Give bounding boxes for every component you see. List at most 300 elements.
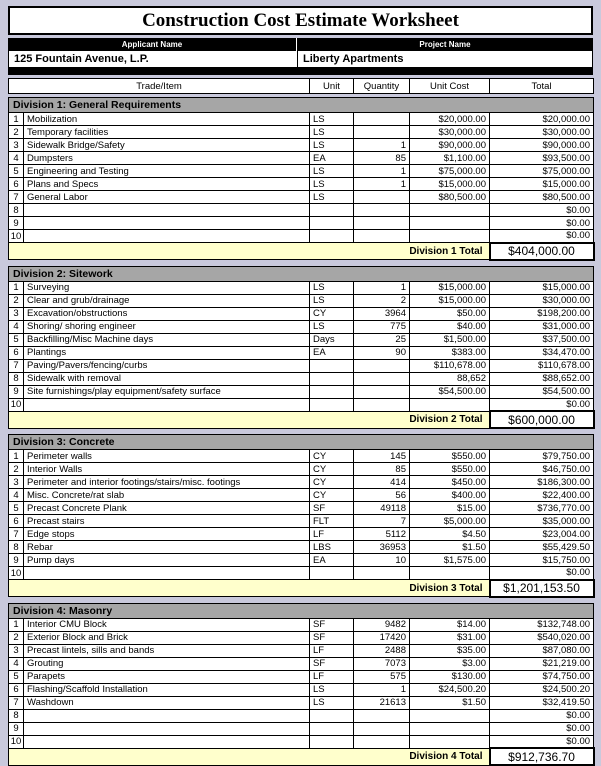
quantity-cell: 17420 [354,631,410,644]
row-number-cell: 9 [9,722,24,735]
quantity-cell [354,230,410,243]
estimate-row [9,450,594,463]
trade-item-cell [24,398,310,411]
quantity-cell: 9482 [354,618,410,631]
quantity-cell: 1 [354,139,410,152]
estimate-row [9,385,594,398]
trade-item-cell: Parapets [24,670,310,683]
row-number-cell: 1 [9,113,24,126]
division-header-label: Division 3: Concrete [9,435,594,450]
row-number-cell: 10 [9,735,24,748]
col-header-quantity: Quantity [354,79,410,94]
column-header-table [8,78,594,94]
row-number-cell: 1 [9,281,24,294]
quantity-cell: 5112 [354,528,410,541]
quantity-cell: 575 [354,670,410,683]
trade-item-cell: Mobilization [24,113,310,126]
estimate-row [9,631,594,644]
estimate-row [9,709,594,722]
division-total-label: Division 1 Total [9,243,490,260]
quantity-cell [354,191,410,204]
trade-item-cell [24,722,310,735]
trade-item-cell: Precast Concrete Plank [24,502,310,515]
unit-cost-cell [410,230,490,243]
quantity-cell: 56 [354,489,410,502]
estimate-row [9,644,594,657]
quantity-cell [354,735,410,748]
estimate-row [9,204,594,217]
trade-item-cell: Misc. Concrete/rat slab [24,489,310,502]
unit-cell: LS [310,696,354,709]
unit-cost-cell: $3.00 [410,657,490,670]
unit-cost-cell [410,709,490,722]
total-cell: $32,419.50 [490,696,594,709]
quantity-cell: 145 [354,450,410,463]
unit-cell: CY [310,463,354,476]
trade-item-cell: Precast stairs [24,515,310,528]
estimate-row [9,696,594,709]
total-cell: $0.00 [490,735,594,748]
total-cell: $110,678.00 [490,359,594,372]
total-cell: $15,000.00 [490,281,594,294]
row-number-cell: 9 [9,385,24,398]
row-number-cell: 4 [9,152,24,165]
unit-cost-cell [410,398,490,411]
trade-item-cell: Pump days [24,554,310,567]
quantity-cell: 7073 [354,657,410,670]
estimate-row [9,333,594,346]
division-total-label: Division 4 Total [9,748,490,765]
total-cell: $198,200.00 [490,307,594,320]
unit-cell: LS [310,320,354,333]
total-cell: $540,020.00 [490,631,594,644]
estimate-row [9,657,594,670]
unit-cost-cell: $4.50 [410,528,490,541]
total-cell: $79,750.00 [490,450,594,463]
total-cell: $186,300.00 [490,476,594,489]
unit-cell [310,567,354,580]
quantity-cell [354,722,410,735]
total-cell: $55,429.50 [490,541,594,554]
unit-cost-cell: $54,500.00 [410,385,490,398]
col-header-unit-cost: Unit Cost [410,79,490,94]
unit-cell: EA [310,152,354,165]
unit-cost-cell: $14.00 [410,618,490,631]
trade-item-cell: General Labor [24,191,310,204]
total-cell: $20,000.00 [490,113,594,126]
total-cell: $22,400.00 [490,489,594,502]
unit-cost-cell [410,204,490,217]
row-number-cell: 9 [9,554,24,567]
estimate-row [9,152,594,165]
total-cell: $93,500.00 [490,152,594,165]
estimate-row [9,670,594,683]
row-number-cell: 8 [9,709,24,722]
quantity-cell: 2 [354,294,410,307]
division-header [9,435,594,450]
trade-item-cell: Sidewalk with removal [24,372,310,385]
row-number-cell: 10 [9,398,24,411]
trade-item-cell: Flashing/Scaffold Installation [24,683,310,696]
col-header-trade-item: Trade/Item [9,79,310,94]
unit-cell [310,398,354,411]
row-number-cell: 3 [9,139,24,152]
row-number-cell: 10 [9,567,24,580]
total-cell: $24,500.20 [490,683,594,696]
total-cell: $23,004.00 [490,528,594,541]
total-cell: $0.00 [490,709,594,722]
unit-cost-cell: $24,500.20 [410,683,490,696]
name-value-row [8,51,593,68]
trade-item-cell [24,709,310,722]
row-number-cell: 7 [9,528,24,541]
page-title: Construction Cost Estimate Worksheet [8,6,593,35]
trade-item-cell: Interior CMU Block [24,618,310,631]
quantity-cell [354,126,410,139]
division-total-label: Division 2 Total [9,411,490,428]
trade-item-cell: Interior Walls [24,463,310,476]
quantity-cell [354,113,410,126]
unit-cell: EA [310,554,354,567]
division-header-label: Division 2: Sitework [9,266,594,281]
total-cell: $15,000.00 [490,178,594,191]
division-total-row [9,580,594,597]
unit-cell: Days [310,333,354,346]
total-cell: $30,000.00 [490,126,594,139]
name-label-band [8,38,593,51]
estimate-row [9,398,594,411]
quantity-cell: 1 [354,178,410,191]
unit-cell [310,372,354,385]
unit-cost-cell: $450.00 [410,476,490,489]
estimate-row [9,618,594,631]
trade-item-cell [24,735,310,748]
quantity-cell: 775 [354,320,410,333]
estimate-row [9,126,594,139]
row-number-cell: 10 [9,230,24,243]
project-name-label: Project Name [297,38,593,51]
unit-cost-cell [410,722,490,735]
trade-item-cell: Perimeter walls [24,450,310,463]
total-cell: $37,500.00 [490,333,594,346]
estimate-row [9,476,594,489]
row-number-cell: 6 [9,346,24,359]
trade-item-cell [24,204,310,217]
division-header [9,603,594,618]
total-cell: $88,652.00 [490,372,594,385]
estimate-row [9,372,594,385]
unit-cost-cell: $20,000.00 [410,113,490,126]
unit-cell: LF [310,528,354,541]
estimate-row [9,281,594,294]
total-cell: $736,770.00 [490,502,594,515]
total-cell: $74,750.00 [490,670,594,683]
unit-cost-cell: 88,652 [410,372,490,385]
trade-item-cell: Backfilling/Misc Machine days [24,333,310,346]
unit-cell: CY [310,307,354,320]
quantity-cell: 85 [354,463,410,476]
unit-cell [310,204,354,217]
row-number-cell: 8 [9,541,24,554]
division-table [8,97,595,261]
row-number-cell: 5 [9,333,24,346]
unit-cost-cell: $110,678.00 [410,359,490,372]
trade-item-cell: Site furnishings/play equipment/safety surface [24,385,310,398]
unit-cost-cell: $15,000.00 [410,178,490,191]
total-cell: $0.00 [490,217,594,230]
total-cell: $0.00 [490,204,594,217]
unit-cell: LS [310,113,354,126]
unit-cell: LBS [310,541,354,554]
unit-cell [310,359,354,372]
trade-item-cell: Precast lintels, sills and bands [24,644,310,657]
unit-cost-cell: $30,000.00 [410,126,490,139]
unit-cost-cell: $130.00 [410,670,490,683]
quantity-cell [354,359,410,372]
row-number-cell: 2 [9,126,24,139]
row-number-cell: 1 [9,618,24,631]
division-total-value: $600,000.00 [490,411,594,428]
total-cell: $132,748.00 [490,618,594,631]
quantity-cell [354,567,410,580]
quantity-cell [354,372,410,385]
unit-cell: LS [310,191,354,204]
total-cell: $54,500.00 [490,385,594,398]
trade-item-cell [24,217,310,230]
estimate-row [9,463,594,476]
estimate-row [9,735,594,748]
quantity-cell: 90 [354,346,410,359]
quantity-cell: 1 [354,165,410,178]
separator-bar [8,68,593,75]
unit-cost-cell [410,567,490,580]
unit-cell: LS [310,126,354,139]
row-number-cell: 7 [9,696,24,709]
division-total-row [9,243,594,260]
quantity-cell: 1 [354,281,410,294]
estimate-row [9,502,594,515]
trade-item-cell: Surveying [24,281,310,294]
row-number-cell: 5 [9,165,24,178]
unit-cost-cell: $5,000.00 [410,515,490,528]
trade-item-cell: Dumpsters [24,152,310,165]
row-number-cell: 8 [9,372,24,385]
unit-cell: LS [310,683,354,696]
quantity-cell [354,204,410,217]
quantity-cell: 36953 [354,541,410,554]
column-header-row [9,79,594,94]
total-cell: $87,080.00 [490,644,594,657]
estimate-row [9,139,594,152]
quantity-cell [354,385,410,398]
unit-cell: LS [310,281,354,294]
total-cell: $0.00 [490,722,594,735]
unit-cell: SF [310,502,354,515]
unit-cost-cell: $40.00 [410,320,490,333]
division-total-row [9,411,594,428]
total-cell: $80,500.00 [490,191,594,204]
division-header [9,266,594,281]
unit-cell [310,709,354,722]
trade-item-cell: Shoring/ shoring engineer [24,320,310,333]
unit-cell: EA [310,346,354,359]
unit-cell: LS [310,178,354,191]
estimate-row [9,113,594,126]
estimate-row [9,178,594,191]
quantity-cell [354,217,410,230]
unit-cell [310,385,354,398]
estimate-row [9,307,594,320]
total-cell: $90,000.00 [490,139,594,152]
division-header-label: Division 1: General Requirements [9,98,594,113]
estimate-row [9,528,594,541]
unit-cost-cell: $90,000.00 [410,139,490,152]
unit-cell: CY [310,450,354,463]
division-total-value: $912,736.70 [490,748,594,765]
trade-item-cell: Paving/Pavers/fencing/curbs [24,359,310,372]
unit-cell: LF [310,644,354,657]
trade-item-cell: Plans and Specs [24,178,310,191]
trade-item-cell: Excavation/obstructions [24,307,310,320]
quantity-cell: 3964 [354,307,410,320]
estimate-row [9,165,594,178]
quantity-cell: 85 [354,152,410,165]
row-number-cell: 6 [9,683,24,696]
trade-item-cell: Sidewalk Bridge/Safety [24,139,310,152]
division-header [9,98,594,113]
estimate-row [9,346,594,359]
division-total-value: $1,201,153.50 [490,580,594,597]
unit-cost-cell: $550.00 [410,463,490,476]
row-number-cell: 5 [9,502,24,515]
trade-item-cell: Exterior Block and Brick [24,631,310,644]
applicant-name-label: Applicant Name [8,38,297,51]
unit-cell: LS [310,165,354,178]
unit-cost-cell: $15,000.00 [410,294,490,307]
estimate-row [9,722,594,735]
quantity-cell [354,398,410,411]
trade-item-cell: Perimeter and interior footings/stairs/misc. footings [24,476,310,489]
total-cell: $21,219.00 [490,657,594,670]
unit-cell: LF [310,670,354,683]
estimate-row [9,541,594,554]
trade-item-cell: Temporary facilities [24,126,310,139]
project-name-value: Liberty Apartments [298,51,592,67]
quantity-cell: 414 [354,476,410,489]
estimate-row [9,554,594,567]
unit-cost-cell: $1,575.00 [410,554,490,567]
unit-cost-cell: $550.00 [410,450,490,463]
total-cell: $34,470.00 [490,346,594,359]
quantity-cell: 1 [354,683,410,696]
total-cell: $15,750.00 [490,554,594,567]
total-cell: $35,000.00 [490,515,594,528]
unit-cell: CY [310,489,354,502]
quantity-cell: 2488 [354,644,410,657]
estimate-row [9,515,594,528]
trade-item-cell: Plantings [24,346,310,359]
applicant-name-value: 125 Fountain Avenue, L.P. [9,51,298,67]
row-number-cell: 2 [9,463,24,476]
division-total-label: Division 3 Total [9,580,490,597]
unit-cell: SF [310,631,354,644]
trade-item-cell [24,230,310,243]
division-total-value: $404,000.00 [490,243,594,260]
quantity-cell: 7 [354,515,410,528]
total-cell: $46,750.00 [490,463,594,476]
quantity-cell: 49118 [354,502,410,515]
quantity-cell: 25 [354,333,410,346]
row-number-cell: 2 [9,294,24,307]
unit-cost-cell: $1.50 [410,696,490,709]
row-number-cell: 7 [9,359,24,372]
estimate-row [9,230,594,243]
estimate-row [9,217,594,230]
estimate-row [9,320,594,333]
unit-cell [310,722,354,735]
division-table [8,266,595,430]
total-cell: $0.00 [490,230,594,243]
trade-item-cell: Washdown [24,696,310,709]
unit-cell: LS [310,139,354,152]
row-number-cell: 2 [9,631,24,644]
trade-item-cell [24,567,310,580]
estimate-row [9,294,594,307]
estimate-row [9,191,594,204]
trade-item-cell: Grouting [24,657,310,670]
col-header-total: Total [490,79,594,94]
unit-cost-cell: $35.00 [410,644,490,657]
division-table [8,603,595,766]
row-number-cell: 5 [9,670,24,683]
unit-cell [310,217,354,230]
quantity-cell [354,709,410,722]
total-cell: $75,000.00 [490,165,594,178]
total-cell: $31,000.00 [490,320,594,333]
estimate-row [9,359,594,372]
row-number-cell: 7 [9,191,24,204]
unit-cost-cell: $400.00 [410,489,490,502]
total-cell: $0.00 [490,398,594,411]
estimate-row [9,567,594,580]
row-number-cell: 4 [9,320,24,333]
quantity-cell: 10 [354,554,410,567]
unit-cell: SF [310,657,354,670]
row-number-cell: 3 [9,307,24,320]
unit-cell: CY [310,476,354,489]
unit-cost-cell: $15.00 [410,502,490,515]
unit-cost-cell: $1,100.00 [410,152,490,165]
row-number-cell: 6 [9,178,24,191]
division-total-row [9,748,594,765]
estimate-row [9,489,594,502]
row-number-cell: 6 [9,515,24,528]
trade-item-cell: Clear and grub/drainage [24,294,310,307]
division-table [8,434,595,598]
unit-cost-cell [410,735,490,748]
row-number-cell: 4 [9,489,24,502]
col-header-unit: Unit [310,79,354,94]
trade-item-cell: Rebar [24,541,310,554]
row-number-cell: 3 [9,476,24,489]
row-number-cell: 3 [9,644,24,657]
unit-cell: SF [310,618,354,631]
quantity-cell: 21613 [354,696,410,709]
total-cell: $0.00 [490,567,594,580]
unit-cell: LS [310,294,354,307]
row-number-cell: 8 [9,204,24,217]
unit-cell: FLT [310,515,354,528]
